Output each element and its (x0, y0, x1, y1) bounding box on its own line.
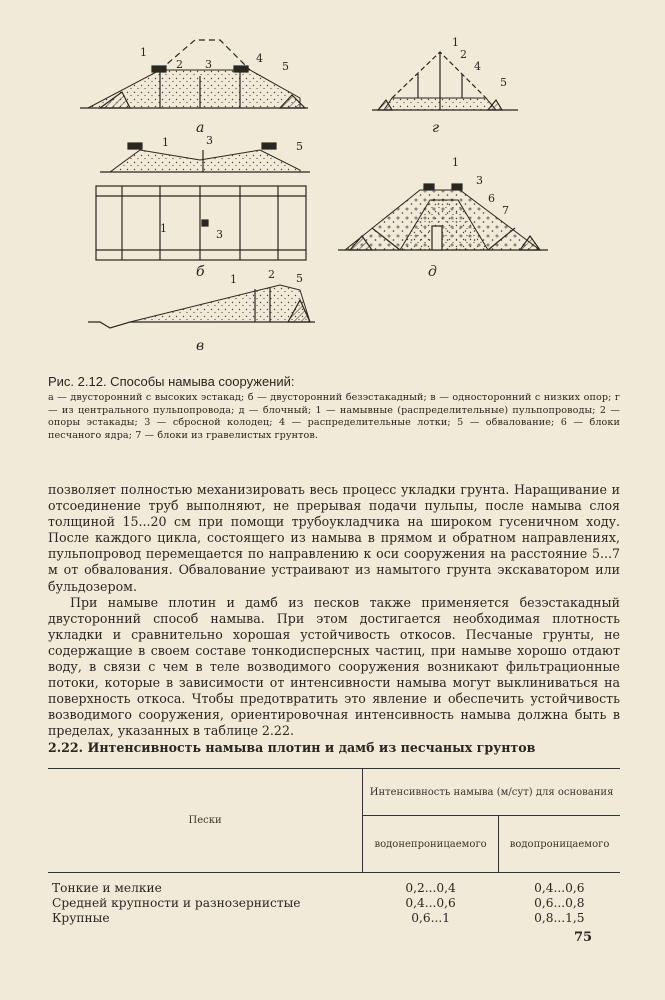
callout-a-3: 3 (205, 58, 212, 71)
table-title: 2.22. Интенсивность намыва плотин и дамб из песчаных грунтов (48, 740, 536, 755)
panel-label-g: г (432, 120, 440, 136)
callout-g-1: 1 (452, 36, 459, 49)
callout-g-2: 2 (460, 48, 467, 61)
body-text (48, 482, 620, 740)
callout-v-5: 5 (296, 272, 303, 285)
row-sand-type: Крупные (52, 911, 110, 925)
row-permeable-value: 0,4...0,6 (534, 881, 585, 895)
callout-v-2: 2 (268, 268, 275, 281)
panel-label-b: б (196, 264, 205, 280)
table-row (48, 911, 620, 926)
callout-b-5: 5 (296, 140, 303, 153)
row-impermeable-value: 0,4...0,6 (405, 896, 456, 910)
header-intensity: Интенсивность намыва (м/сут) для основания (363, 769, 620, 816)
callout-d-3: 3 (476, 174, 483, 187)
panel-g (372, 52, 518, 110)
table-row (48, 881, 620, 896)
page-number: 75 (574, 930, 593, 945)
panel-label-v: в (196, 338, 205, 354)
header-permeable: водопроницаемого (499, 816, 620, 873)
callout-v-1: 1 (230, 273, 237, 286)
panel-g-callouts (432, 36, 507, 136)
row-sand-type: Средней крупности и разнозернистые (52, 896, 301, 910)
paragraph-2: При намыве плотин и дамб из песков также применяется безэстакадный двусторонний способ намыва. При этом достигается необходимая плотность укладки и сравнительно хорошая устойчивость откосов. Песчаные грунты, не содержащие в своем составе тонкодисперсных частиц, при намыве хорошо отдают воду, в связи с чем в теле возводимого сооружения возникают фильтрационные потоки, которые в зависимости от интенсивности намыва могут выклиниваться на поверхность откоса. Чтобы предотвратить это явление и обеспечить устойчивость возводимого сооружения, ориентировочная интенсивность намыва должна быть в пределах, указанных в таблице 2.22. (48, 594, 620, 739)
panel-label-d: д (428, 264, 437, 280)
row-impermeable-value: 0,6...1 (411, 911, 450, 925)
panel-d (338, 184, 548, 250)
callout-a-1: 1 (140, 46, 147, 59)
row-impermeable-value: 0,2...0,4 (405, 881, 456, 895)
row-permeable-value: 0,8...1,5 (534, 911, 585, 925)
figure-caption (48, 374, 620, 442)
panel-b (96, 143, 310, 260)
figure-drawing (0, 0, 665, 370)
panel-a (80, 40, 308, 108)
caption-title: Рис. 2.12. Способы намыва сооружений: (48, 374, 295, 389)
header-sands: Пески (48, 769, 363, 873)
row-sand-type: Тонкие и мелкие (52, 881, 162, 895)
callout-b-1-plan: 1 (160, 222, 167, 235)
callout-b-3: 3 (206, 134, 213, 147)
panel-label-a: а (196, 120, 205, 136)
table-row (48, 896, 620, 911)
figure-2-12 (0, 0, 665, 370)
callout-b-3-plan: 3 (216, 228, 223, 241)
callout-a-2: 2 (176, 58, 183, 71)
callout-d-1: 1 (452, 156, 459, 169)
callout-d-6: 6 (488, 192, 495, 205)
header-impermeable: водонепроницаемого (363, 816, 499, 873)
callout-g-4: 4 (474, 60, 481, 73)
callout-g-5: 5 (500, 76, 507, 89)
callout-d-7: 7 (502, 204, 509, 217)
callout-a-5: 5 (282, 60, 289, 73)
intensity-table (48, 768, 620, 926)
callout-b-1: 1 (162, 136, 169, 149)
callout-a-4: 4 (256, 52, 263, 65)
row-permeable-value: 0,6...0,8 (534, 896, 585, 910)
caption-text: а — двусторонний с высоких эстакад; б — двусторонний безэстакадный; в — односторонний с низких опор; г — из центрального пульпопровода; д — блочный; 1 — намывные (распределительные) пульпопроводы; 2 — опоры эстакады; 3 — сбросной колодец; 4 — распределительные лотки; 5 — обвалование; 6 — блоки песчаного ядра; 7 — блоки из гравелистых грунтов. (48, 392, 620, 441)
panel-v (88, 285, 315, 328)
paragraph-1: позволяет полностью механизировать весь процесс укладки грунта. Наращивание и отсоединение труб выполняют, не прерывая подачи пульпы, после намыва слоя толщиной 15...20 см при помощи трубоукладчика на широком гусеничном ходу. После каждого цикла, состоящего из намыва в прямом и обратном направлениях, пульпопровод перемещается по направлению к оси сооружения на расстояние 5...7 м от обвалования. Обвалование устраивают из намытого грунта экскаватором или бульдозером. (48, 482, 620, 594)
